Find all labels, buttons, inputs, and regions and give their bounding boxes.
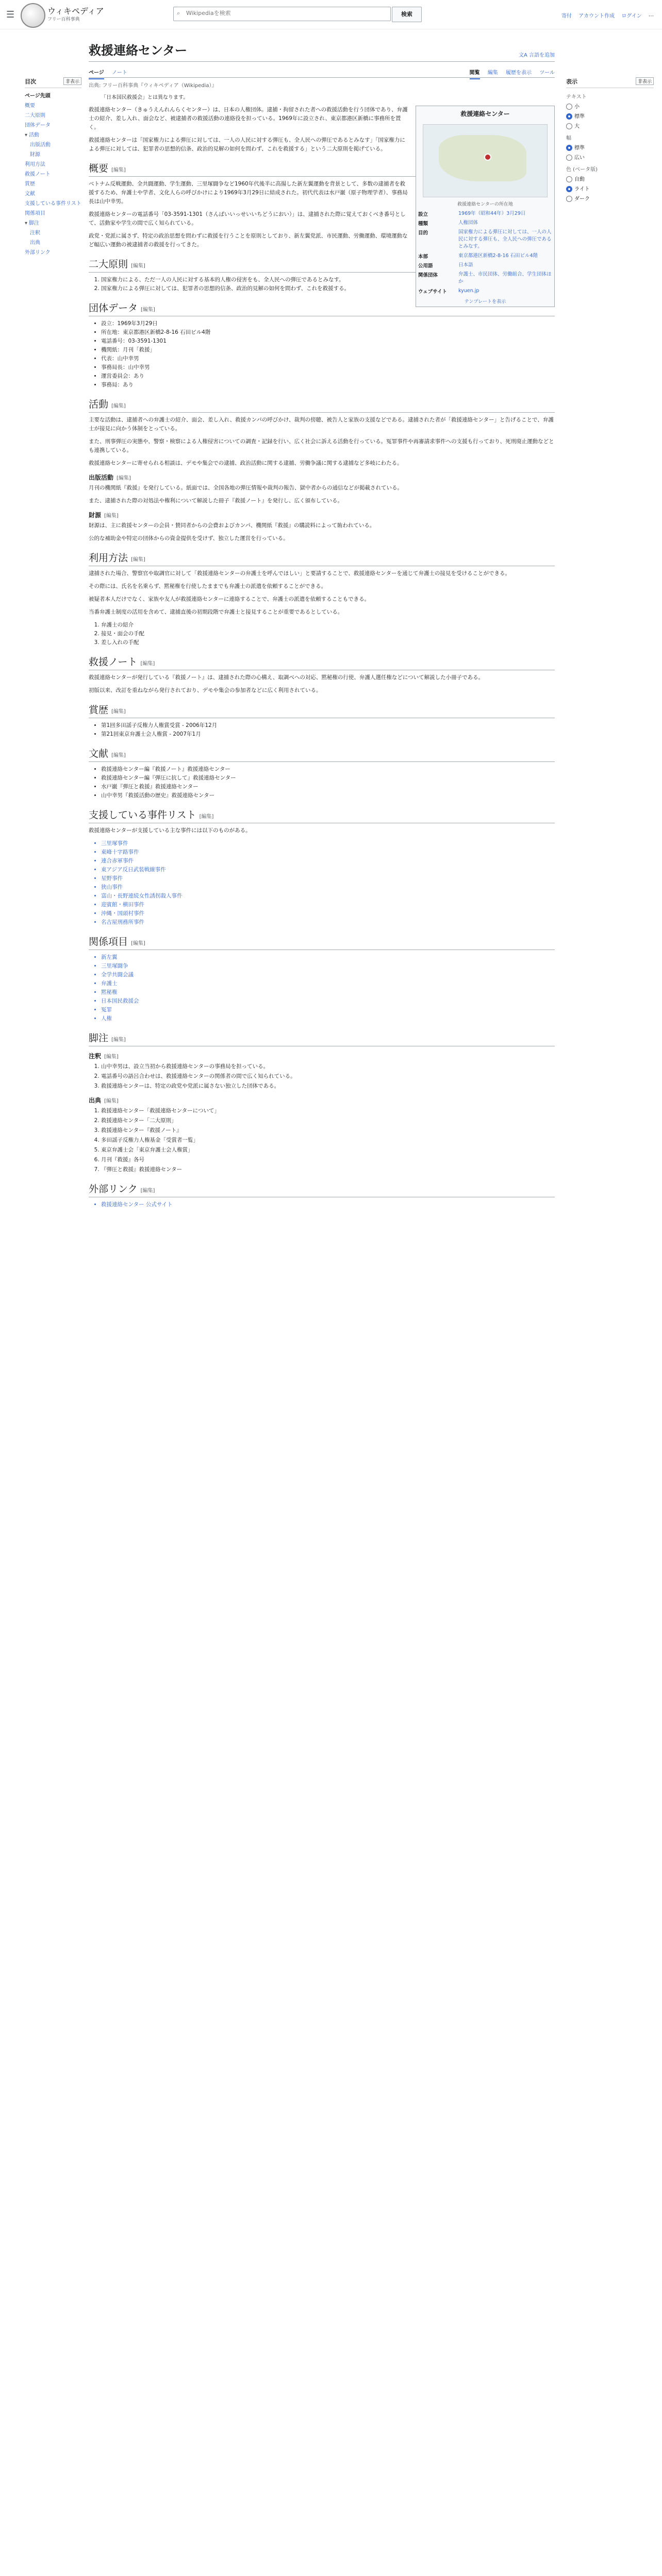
list-item[interactable]: • 全学共闘会議 xyxy=(101,971,555,979)
list-item: • 運営委員会：あり xyxy=(101,372,555,381)
width-label: 幅 xyxy=(566,135,571,141)
edit-section-link[interactable]: [編集] xyxy=(111,167,126,173)
list-item: 1. 山中幸男は、設立当初から救援連絡センターの事務局を担っている。 xyxy=(101,1062,555,1071)
toc-item[interactable] xyxy=(25,91,81,101)
toc-item-label: 利用方法 xyxy=(25,162,45,167)
list-item: • 第1回多田謡子反権力人権賞受賞 - 2006年12月 xyxy=(101,721,555,730)
list-item: • 山中幸男『救援活動の歴史』救援連絡センター xyxy=(101,791,555,800)
infobox-row xyxy=(416,270,554,286)
personal-tools xyxy=(556,11,654,19)
search-button[interactable]: 検索 xyxy=(392,7,422,22)
radio-icon[interactable] xyxy=(566,145,572,151)
edit-section-link[interactable]: [編集] xyxy=(131,941,145,946)
list-item[interactable]: • 迎賓館・横田事件 xyxy=(101,901,555,909)
radio-option[interactable] xyxy=(566,153,654,161)
list-item[interactable]: • 星野事件 xyxy=(101,874,555,883)
main-content xyxy=(89,36,555,1213)
tab-edit[interactable]: 編集 xyxy=(487,70,498,76)
list-item: 7. 『弾圧と救援』救援連絡センター xyxy=(101,1165,555,1174)
section-heading: 脚注 [編集] xyxy=(89,1030,555,1046)
radio-label: 大 xyxy=(574,124,580,129)
radio-option[interactable] xyxy=(566,122,654,129)
paragraph: その際には、氏名を名乗らず、黙秘権を行使したままでも弁護士の派遣を依頼することができる。 xyxy=(89,583,327,589)
list-item: 3. 差し入れの手配 xyxy=(101,638,555,647)
infobox-key: 本部 xyxy=(418,254,428,260)
infobox-key: ウェブサイト xyxy=(418,289,447,295)
toc-item[interactable] xyxy=(25,121,81,130)
tab-history[interactable]: 履歴を表示 xyxy=(506,70,532,76)
infobox-row xyxy=(416,218,554,228)
edit-section-link[interactable]: [編集] xyxy=(131,263,145,269)
tagline: フリー百科事典 xyxy=(47,17,80,22)
radio-icon[interactable] xyxy=(566,186,572,192)
toc-item-label: 財源 xyxy=(30,152,40,158)
infobox-value: kyuen.jp xyxy=(458,288,479,294)
data-list xyxy=(101,319,555,389)
toc-item-label: ページ先頭 xyxy=(25,93,51,99)
external-links-list xyxy=(101,1200,555,1209)
section-heading: 支援している事件リスト [編集] xyxy=(89,807,555,823)
color-options xyxy=(566,175,654,202)
subsection-heading: 注釈 [編集] xyxy=(89,1053,119,1060)
toc-item-label: 救援ノート xyxy=(25,172,51,177)
radio-icon[interactable] xyxy=(566,176,572,182)
list-item[interactable]: • 冤罪 xyxy=(101,1006,555,1014)
infobox-row xyxy=(416,251,554,261)
infobox-template-link[interactable]: テンプレートを表示 xyxy=(464,299,506,304)
list-item[interactable]: • 三里塚事件 xyxy=(101,839,555,848)
language-button[interactable]: 文A 言語を追加 xyxy=(518,53,555,58)
list-item: 2. 救援連絡センター「二大原則」 xyxy=(101,1116,555,1125)
radio-label: 標準 xyxy=(574,145,585,151)
donate-link[interactable]: 寄付 xyxy=(561,13,572,19)
paragraph: 当番弁護士制度の活用を含めて、逮捕直後の初期段階で弁護士と接見することが重要であるとしている。 xyxy=(89,609,343,615)
toc-item-label: 外部リンク xyxy=(25,250,51,256)
map-land xyxy=(439,135,526,181)
radio-option[interactable] xyxy=(566,112,654,120)
hamburger-menu-icon[interactable]: ☰ xyxy=(6,9,15,20)
toc-item[interactable] xyxy=(25,199,81,209)
list-item: • 所在地：東京都港区新橋2-8-16 石田ビル4階 xyxy=(101,328,555,337)
awards-list xyxy=(101,721,555,739)
radio-label: 標準 xyxy=(574,114,585,120)
section-heading: 団体データ [編集] xyxy=(89,300,555,316)
paragraph: ベトナム反戦運動、全共闘運動、学生運動、三里塚闘争など1960年代後半に高揚した新左翼運動を背景として、多数の逮捕者を救援するため、弁護士や学者、文化人らの呼びかけにより1969年3月29日に結成された。初代代表は水戸巌（原子物理学者）、事務局長は山中幸男。 xyxy=(89,181,408,205)
list-item: • 第21回東京弁護士会人権賞 - 2007年1月 xyxy=(101,730,555,739)
paragraph: 主要な活動は、逮捕者への弁護士の紹介、面会、差し入れ、救援カンパの呼びかけ、裁判の傍聴、被告人と家族の支援などである。逮捕された者が「救援連絡センター」と告げることで、弁護士が接見に向かう体制をとっている。 xyxy=(89,417,554,432)
publish-section xyxy=(89,484,555,505)
radio-icon[interactable] xyxy=(566,155,572,161)
radio-label: ダーク xyxy=(574,196,590,202)
infobox-value: 弁護士、市民団体、労働組合、学生団体ほか xyxy=(458,272,552,284)
radio-label: 広い xyxy=(574,155,585,161)
list-item: • 事務局：あり xyxy=(101,381,555,389)
subsection-heading: 出版活動 [編集] xyxy=(89,474,131,481)
tab-read[interactable]: 閲覧 xyxy=(470,70,480,79)
toc-item-label: 概要 xyxy=(25,103,35,109)
search-box[interactable] xyxy=(173,7,391,21)
edit-section-link[interactable]: [編集] xyxy=(199,814,214,820)
more-icon[interactable]: ⋯ xyxy=(649,13,654,19)
infobox xyxy=(416,106,555,307)
toc-item-label: 活動 xyxy=(29,132,40,138)
toggle-chevron-icon[interactable]: ▾ xyxy=(25,221,28,226)
appearance-heading: 表示 非表示 xyxy=(566,77,654,88)
infobox-key: 種類 xyxy=(418,221,428,227)
hatnote: 「日本国民救援会」とは異なります。 xyxy=(101,95,189,100)
infobox-row xyxy=(416,209,554,218)
infobox-value: 東京都港区新橋2-8-16 石田ビル4階 xyxy=(458,253,538,259)
toc-list xyxy=(25,91,81,258)
paragraph: 政党・党派に属さず、特定の政治思想を問わずに救援を行うことを原則としており、新左翼党派、市民運動、労働運動、環境運動など幅広い運動の被逮捕者の救援を行ってきた。 xyxy=(89,233,408,248)
radio-option[interactable] xyxy=(566,102,654,110)
toc-item-label: 支援している事件リスト xyxy=(25,201,81,207)
list-item[interactable]: • 狭山事件 xyxy=(101,883,555,892)
list-item: 3. 救援連絡センター『救援ノート』 xyxy=(101,1126,555,1135)
section-heading: 救援ノート [編集] xyxy=(89,654,555,670)
edit-section-link[interactable]: [編集] xyxy=(104,1098,119,1104)
edit-section-link[interactable]: [編集] xyxy=(111,753,126,758)
infobox-key: 公用語 xyxy=(418,263,433,269)
paragraph: 救援連絡センター（きゅうえんれんらくセンター）は、日本の人権団体。逮捕・拘留された者への救援活動を行う団体であり、弁護士の紹介、差し入れ、面会など、被逮捕者の救援活動の連絡役を担っている。1969年に設立され、東京都港区新橋に事務所を置く。 xyxy=(89,107,408,130)
infobox-value: 1969年（昭和44年）3月29日 xyxy=(458,211,526,216)
paragraph: 救援連絡センターが発行している『救援ノート』は、逮捕された際の心構え、取調べへの対応、黙秘権の行使、弁護人選任権などについて解説した小冊子である。 xyxy=(89,674,484,681)
radio-label: ライト xyxy=(574,187,590,192)
list-item: 2. 国家権力による弾圧に対しては、犯罪者の思想的信条、政治的見解の如何を問わず、これを救援する。 xyxy=(101,284,555,293)
site-sub: 出典: フリー百科事典『ウィキペディア（Wikipedia）』 xyxy=(89,83,217,89)
radio-icon[interactable] xyxy=(566,104,572,110)
edit-section-link[interactable]: [編集] xyxy=(104,513,119,519)
login-link[interactable]: ログイン xyxy=(621,13,642,19)
wikipedia-logo[interactable] xyxy=(21,3,45,28)
activity-section xyxy=(89,416,555,468)
toc-item[interactable] xyxy=(25,150,81,160)
paragraph: 被疑者本人だけでなく、家族や友人が救援連絡センターに連絡することで、弁護士の派遣を依頼することもできる。 xyxy=(89,596,370,602)
list-item: 2. 電話番号の語呂合わせは、救援連絡センターの関係者の間で広く知られている。 xyxy=(101,1072,555,1081)
toc-item[interactable] xyxy=(25,238,81,248)
section-heading: 概要 [編集] xyxy=(89,161,555,177)
list-item: 1. 救援連絡センター「救援連絡センターについて」 xyxy=(101,1107,555,1115)
sources-list xyxy=(101,1107,555,1174)
search-icon: ⌕ xyxy=(177,10,180,16)
list-item[interactable]: • 日本国民救援会 xyxy=(101,997,555,1006)
cases-list xyxy=(101,839,555,927)
wordmark[interactable]: ウィキペディア xyxy=(47,6,104,16)
toc-heading: 目次 非表示 xyxy=(25,77,81,88)
list-item: • 設立：1969年3月29日 xyxy=(101,319,555,328)
list-item: 2. 接見・面会の手配 xyxy=(101,630,555,638)
infobox-title: 救援連絡センター xyxy=(460,110,510,117)
toc-item[interactable] xyxy=(25,218,81,228)
edit-section-link[interactable]: [編集] xyxy=(111,403,126,409)
section-heading: 関係項目 [編集] xyxy=(89,934,555,950)
list-item: • 水戸巌『弾圧と救援』救援連絡センター xyxy=(101,783,555,791)
list-item: 6. 月刊『救援』各号 xyxy=(101,1156,555,1164)
list-item: • 機関紙：月刊「救援」 xyxy=(101,346,555,354)
paragraph: 救援連絡センターに寄せられる相談は、デモや集会での逮捕、政治活動に関する逮捕、労働争議に関する逮捕など多岐にわたる。 xyxy=(89,460,403,466)
toc-item[interactable] xyxy=(25,228,81,238)
toc-hide-button[interactable]: 非表示 xyxy=(63,77,81,85)
toc-item[interactable] xyxy=(25,248,81,258)
radio-label: 小 xyxy=(574,104,580,110)
paragraph: また、刑事弾圧の実態や、警察・検察による人権侵害についての調査・記録を行い、広く社会に訴える活動を行っている。冤罪事件や再審請求事件への支援も行っており、死刑廃止運動などとも連携している。 xyxy=(89,438,554,453)
infobox-key: 関係団体 xyxy=(418,273,438,278)
edit-section-link[interactable]: [編集] xyxy=(111,709,126,715)
infobox-row xyxy=(416,261,554,270)
section-heading: 賞歴 [編集] xyxy=(89,702,555,718)
language-icon: 文A xyxy=(518,53,529,58)
toc-item[interactable] xyxy=(25,179,81,189)
infobox-value: 国家権力による弾圧に対しては、一人の人民に対する弾圧も、全人民への弾圧であるとみなす。 xyxy=(458,229,552,249)
edit-section-link[interactable]: [編集] xyxy=(131,557,145,563)
list-item: 1. 国家権力による、ただ一人の人民に対する基本的人権の侵害をも、全人民への弾圧であるとみなす。 xyxy=(101,276,555,284)
toc-item[interactable] xyxy=(25,111,81,121)
paragraph: 救援連絡センターの電話番号「03-3591-1301（さんぱいいっせいいちどうにおい）」は、逮捕された際に覚えておくべき番号として、活動家や学生の間で広く知られている。 xyxy=(89,211,406,226)
infobox-key: 目的 xyxy=(418,230,428,236)
subsection-heading: 財源 [編集] xyxy=(89,512,119,519)
related-list xyxy=(101,953,555,1023)
list-item[interactable]: • 救援連絡センター 公式サイト xyxy=(101,1200,555,1209)
infobox-value: 日本語 xyxy=(458,262,473,268)
section-heading: 二大原則 [編集] xyxy=(89,257,555,273)
toc-item-label: 注釈 xyxy=(30,230,40,236)
section-heading: 文献 [編集] xyxy=(89,746,555,762)
toc-item-label: 出版活動 xyxy=(30,142,51,148)
notes-list xyxy=(101,1062,555,1091)
create-account-link[interactable]: アカウント作成 xyxy=(578,13,615,19)
edit-section-link[interactable]: [編集] xyxy=(117,476,131,481)
text-size-options xyxy=(566,102,654,129)
list-item[interactable]: • 連合赤軍事件 xyxy=(101,857,555,866)
list-item[interactable]: • 東峰十字路事件 xyxy=(101,848,555,857)
infobox-row xyxy=(416,286,554,296)
list-item[interactable]: • 東アジア反日武装戦線事件 xyxy=(101,866,555,874)
location-map[interactable] xyxy=(423,124,548,197)
tab-talk[interactable]: ノート xyxy=(112,70,127,76)
list-item: • 事務局長：山中幸男 xyxy=(101,363,555,372)
list-item[interactable]: • 沖縄・国頭村事件 xyxy=(101,909,555,918)
toc-item-label: 二大原則 xyxy=(25,113,45,118)
text-size-label: テキスト xyxy=(566,94,587,100)
section-heading: 利用方法 [編集] xyxy=(89,550,555,566)
list-item: 1. 弁護士の紹介 xyxy=(101,621,555,630)
list-item: • 電話番号：03-3591-1301 xyxy=(101,337,555,346)
paragraph: 公的な補助金や特定の団体からの資金提供を受けず、独立した運営を行っている。 xyxy=(89,535,289,541)
toc-item-label: 文献 xyxy=(25,191,35,197)
paragraph: 救援連絡センターは「国家権力による弾圧に対しては、一人の人民に対する弾圧も、全人民への弾圧であるとみなす」「国家権力による弾圧に対しては、犯罪者の思想的信条、政治的見解の如何を問わず、これを救援する」という二大原則を掲げている。 xyxy=(89,137,405,152)
site-header xyxy=(0,0,662,29)
width-options xyxy=(566,143,654,161)
radio-icon[interactable] xyxy=(566,196,572,202)
appearance-hide-button[interactable]: 非表示 xyxy=(636,77,654,85)
list-item[interactable]: • 人権 xyxy=(101,1014,555,1023)
toc-item[interactable] xyxy=(25,130,81,140)
color-label: 色 (ベータ版) xyxy=(566,167,598,173)
toc-item-label: 脚注 xyxy=(29,221,40,226)
radio-option[interactable] xyxy=(566,184,654,192)
list-item[interactable]: • 名古屋刑務所事件 xyxy=(101,918,555,927)
edit-section-link[interactable]: [編集] xyxy=(140,661,155,667)
toc-item[interactable] xyxy=(25,101,81,111)
paragraph: 逮捕された場合、警察官や取調官に対して「救援連絡センターの弁護士を呼んでほしい」と要請することで、救援連絡センターを通じて弁護士の接見を受けることができる。 xyxy=(89,570,510,577)
tab-tools[interactable]: ツール xyxy=(539,70,555,76)
list-item[interactable]: • 新左翼 xyxy=(101,953,555,962)
page-title: 救援連絡センター xyxy=(89,36,555,62)
toc-item[interactable] xyxy=(25,209,81,218)
edit-section-link[interactable]: [編集] xyxy=(140,1188,155,1194)
radio-icon[interactable] xyxy=(566,113,572,120)
usage-section xyxy=(89,569,555,617)
radio-option[interactable] xyxy=(566,175,654,182)
toc-item-label: 賞歴 xyxy=(25,181,35,187)
toc-item[interactable] xyxy=(25,170,81,179)
list-item: • 代表：山中幸男 xyxy=(101,354,555,363)
edit-section-link[interactable]: [編集] xyxy=(104,1054,119,1060)
edit-section-link[interactable]: [編集] xyxy=(111,1037,126,1043)
list-item[interactable]: • 富山・長野連続女性誘拐殺人事件 xyxy=(101,892,555,901)
map-pin-icon xyxy=(484,154,491,161)
article-body xyxy=(89,106,555,1209)
appearance-panel xyxy=(566,77,654,204)
map-caption: 救援連絡センターの所在地 xyxy=(457,202,513,207)
infobox-table xyxy=(416,209,554,296)
list-item: 3. 救援連絡センターは、特定の政党や党派に属さない独立した団体である。 xyxy=(101,1082,555,1091)
infobox-row xyxy=(416,228,554,251)
section-heading: 外部リンク [編集] xyxy=(89,1181,555,1197)
infobox-key: 設立 xyxy=(418,212,428,217)
radio-icon[interactable] xyxy=(566,123,572,129)
toc-sidebar xyxy=(25,77,81,258)
paragraph: 月刊の機関紙『救援』を発行している。紙面では、全国各地の弾圧情報や裁判の報告、獄中者からの通信などが掲載されている。 xyxy=(89,485,403,491)
infobox-value: 人権団体 xyxy=(458,220,478,226)
tab-page[interactable]: ページ xyxy=(89,70,104,79)
toc-item-label: 団体データ xyxy=(25,123,51,128)
paragraph: 初版以来、改訂を重ねながら発行されており、デモや集会の参加者などに広く利用されている。 xyxy=(89,687,322,693)
search-input[interactable] xyxy=(185,9,373,17)
radio-option[interactable] xyxy=(566,194,654,202)
literature-list xyxy=(101,765,555,800)
radio-label: 自動 xyxy=(574,177,585,182)
edit-section-link[interactable]: [編集] xyxy=(141,307,155,313)
toc-item-label: 出典 xyxy=(30,240,40,246)
toggle-chevron-icon[interactable]: ▾ xyxy=(25,132,28,138)
funds-section xyxy=(89,521,555,543)
list-item[interactable]: • 弁護士 xyxy=(101,979,555,988)
subsection-heading: 出典 [編集] xyxy=(89,1097,119,1104)
radio-option[interactable] xyxy=(566,143,654,151)
paragraph: また、逮捕された際の対処法や権利について解説した冊子『救援ノート』を発行し、広く頒布している。 xyxy=(89,498,343,504)
list-item: • 救援連絡センター編『弾圧に抗して』救援連絡センター xyxy=(101,774,555,783)
toc-item-label: 関係項目 xyxy=(25,211,45,216)
section-heading: 活動 [編集] xyxy=(89,397,555,413)
usage-list xyxy=(101,621,555,647)
toc-item[interactable] xyxy=(25,140,81,150)
toc-item[interactable] xyxy=(25,189,81,199)
toc-item[interactable] xyxy=(25,160,81,170)
list-item: 5. 東京弁護士会「東京弁護士会人権賞」 xyxy=(101,1146,555,1155)
cases-intro: 救援連絡センターが支援している主な事件には以下のものがある。 xyxy=(89,827,251,834)
paragraph: 財源は、主に救援センターの会員・賛同者からの会費およびカンパ、機関紙『救援』の購読料によって賄われている。 xyxy=(89,522,375,529)
list-item[interactable]: • 黙秘権 xyxy=(101,988,555,997)
note-section xyxy=(89,673,555,695)
page-tabs xyxy=(89,65,555,78)
list-item: • 救援連絡センター編『救援ノート』救援連絡センター xyxy=(101,765,555,774)
list-item[interactable]: • 三里塚闘争 xyxy=(101,962,555,971)
list-item: 4. 多田謡子反権力人権基金「受賞者一覧」 xyxy=(101,1136,555,1145)
